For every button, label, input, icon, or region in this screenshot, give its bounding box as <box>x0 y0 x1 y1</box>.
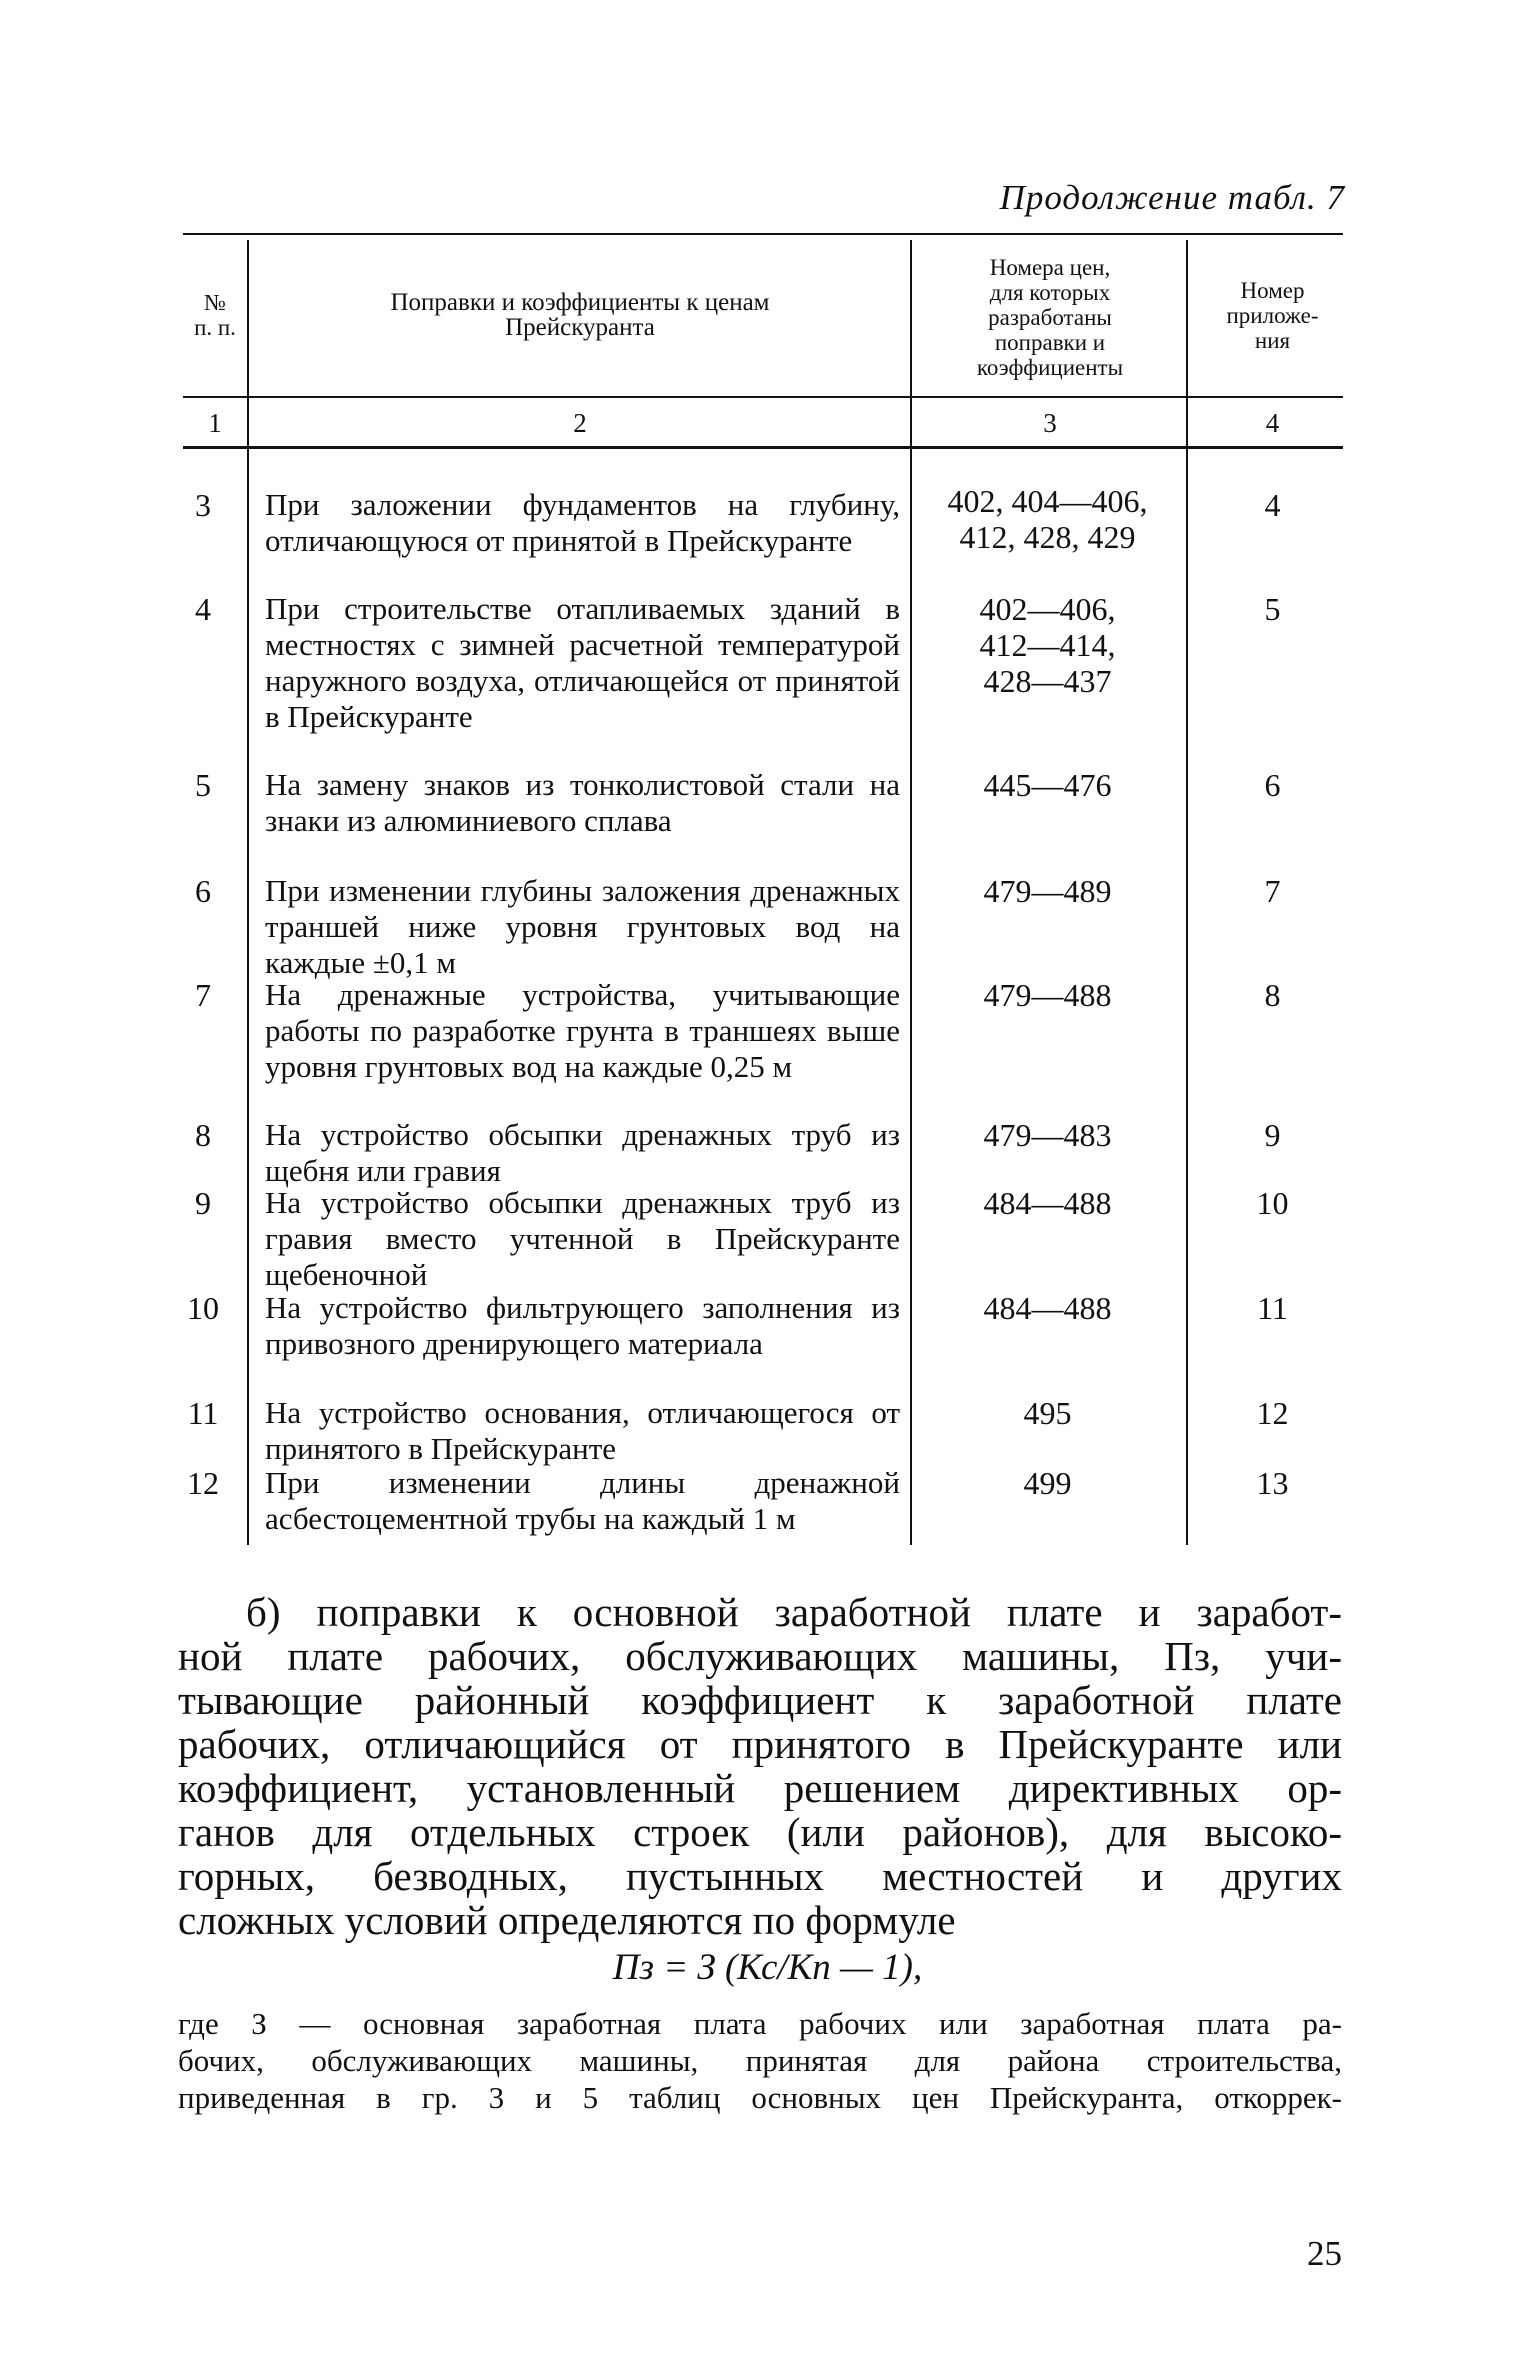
formula-explanation <box>178 2005 1342 2116</box>
column-number-3: 3 <box>1043 408 1057 438</box>
header-price-numbers: Номера цен, для которых разработаны поправки и коэффициенты <box>976 255 1124 380</box>
column-number-4: 4 <box>1265 408 1280 438</box>
row-appendix-number: 5 <box>1264 591 1281 627</box>
body-paragraph <box>178 1590 1342 1942</box>
row-appendix-number: 11 <box>1257 1290 1288 1326</box>
row-description: При изменении глубины заложения дренажных траншей ниже уровня грунтовых вод на каждые ±0,1 м <box>265 873 900 980</box>
header-corrections: Поправки и коэффициенты к ценам Прейскуранта <box>390 289 770 341</box>
row-number: 10 <box>187 1290 219 1326</box>
row-number: 5 <box>195 767 211 803</box>
row-appendix-number: 12 <box>1256 1395 1289 1431</box>
column-number-rule <box>183 446 1343 449</box>
column-divider-3 <box>1186 240 1188 1545</box>
row-number: 11 <box>187 1395 219 1431</box>
header-appendix-number: Номер приложе- ния <box>1226 278 1319 353</box>
row-price-numbers: 479—488 <box>983 977 1112 1013</box>
explanation-line: где З — основная заработная плата рабочих или заработная плата ра- <box>178 2006 1342 2041</box>
row-description: На замену знаков из тонколистовой стали на знаки из алюминиевого сплава <box>265 767 900 838</box>
column-divider-1 <box>247 240 249 1545</box>
row-number: 4 <box>195 591 211 627</box>
row-price-numbers: 484—488 <box>983 1185 1112 1221</box>
table-caption: Продолжение табл. 7 <box>999 178 1345 217</box>
row-number: 7 <box>195 977 211 1013</box>
row-appendix-number: 13 <box>1256 1465 1289 1501</box>
row-number: 12 <box>187 1465 219 1501</box>
row-price-numbers: 402—406, 412—414, 428—437 <box>979 591 1116 699</box>
row-number: 8 <box>195 1117 211 1153</box>
row-appendix-number: 7 <box>1264 873 1281 909</box>
row-price-numbers: 479—489 <box>983 873 1112 909</box>
row-description: При заложении фундаментов на глубину, отличающуюся от принятой в Прейскуранте <box>265 487 900 558</box>
row-description: На устройство обсыпки дренажных труб из гравия вместо учтенной в Прейскуранте щебеночной <box>265 1185 900 1292</box>
explanation-line: бочих, обслуживающих машины, принятая для района строительства, <box>178 2043 1342 2078</box>
row-appendix-number: 10 <box>1256 1185 1289 1221</box>
table-top-rule <box>183 233 1343 235</box>
row-number: 6 <box>195 873 211 909</box>
header-no: № п. п. <box>194 290 236 340</box>
paragraph-line: тывающие районный коэффициент к заработной плате <box>178 1677 1342 1723</box>
row-description: На дренажные устройства, учитывающие работы по разработке грунта в траншеях выше уровня грунтовых вод на каждые 0,25 м <box>265 977 900 1084</box>
paragraph-line: рабочих, отличающийся от принятого в Прейскуранте или <box>178 1721 1342 1767</box>
row-appendix-number: 8 <box>1264 977 1281 1013</box>
column-divider-2 <box>910 240 912 1545</box>
row-description: При строительстве отапливаемых зданий в местностях с зимней расчетной температурой наружного воздуха, отличающейся от принятой в Прейскуранте <box>265 591 900 734</box>
paragraph-line: горных, безводных, пустынных местностей и других <box>178 1853 1342 1899</box>
column-number-1: 1 <box>208 408 222 438</box>
column-number-2: 2 <box>573 408 587 438</box>
row-description: На устройство обсыпки дренажных труб из щебня или гравия <box>265 1117 900 1188</box>
paragraph-line: коэффициент, установленный решением директивных ор- <box>178 1765 1342 1811</box>
row-price-numbers: 499 <box>1023 1465 1072 1501</box>
row-price-numbers: 402, 404—406, 412, 428, 429 <box>947 483 1148 555</box>
paragraph-line: сложных условий определяются по формуле <box>178 1897 956 1943</box>
row-price-numbers: 479—483 <box>983 1117 1112 1153</box>
paragraph-line: ной плате рабочих, обслуживающих машины, Пз, учи- <box>178 1633 1342 1679</box>
row-price-numbers: 495 <box>1023 1395 1072 1431</box>
row-price-numbers: 484—488 <box>983 1290 1112 1326</box>
row-appendix-number: 4 <box>1264 487 1281 523</box>
row-price-numbers: 445—476 <box>983 767 1112 803</box>
row-number: 9 <box>195 1185 211 1221</box>
paragraph-line: ганов для отдельных строек (или районов), для высоко- <box>178 1809 1342 1855</box>
row-description: На устройство основания, отличающегося от принятого в Прейскуранте <box>265 1395 900 1466</box>
row-description: При изменении длины дренажной асбестоцементной трубы на каждый 1 м <box>265 1465 900 1536</box>
row-appendix-number: 9 <box>1264 1117 1281 1153</box>
row-appendix-number: 6 <box>1264 767 1281 803</box>
row-number: 3 <box>195 487 211 523</box>
paragraph-line: б) поправки к основной заработной плате и заработ- <box>246 1589 1342 1635</box>
row-description: На устройство фильтрующего заполнения из привозного дренирующего материала <box>265 1290 900 1361</box>
page-number: 25 <box>1307 2234 1342 2273</box>
explanation-line: приведенная в гр. 3 и 5 таблиц основных цен Прейскуранта, откоррек- <box>178 2080 1342 2115</box>
formula: Пз = З (Кс/Кп — 1), <box>612 1947 923 1988</box>
header-bottom-rule <box>183 396 1343 398</box>
